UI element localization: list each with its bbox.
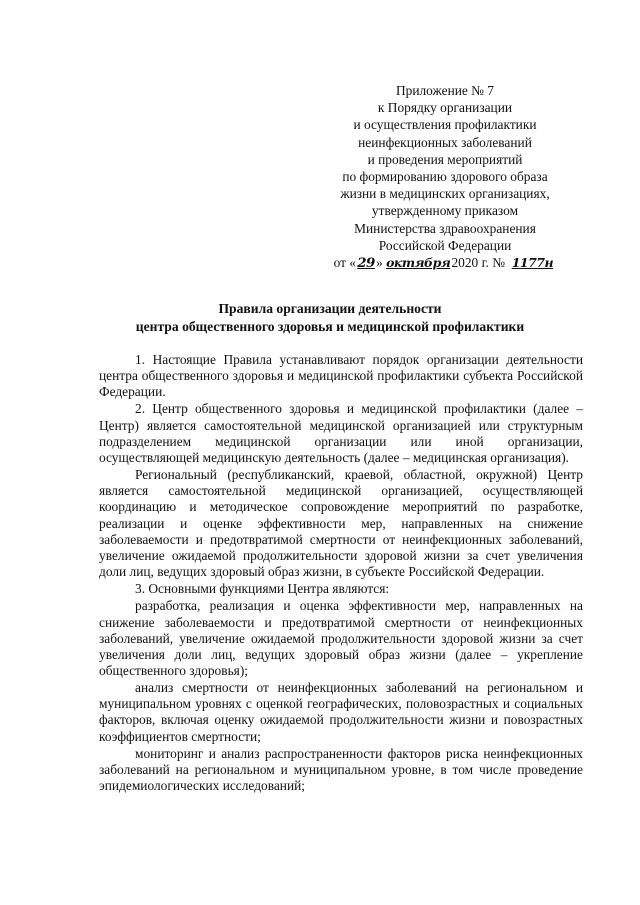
paragraph: Региональный (республиканский, краевой, областной, окружной) Центр является самостоятельной медицинской организацией, осуществляющей координацию и методическое сопровождение мероприятий по разработке, реализации и оценке эффективности мер, направленных на снижение заболеваемости и предотвратимой смертности от неинфекционных заболеваний, увеличение ожидаемой продолжительности здоровой жизни за счет увеличения доли лиц, ведущих здоровый образ жизни, в субъекте Российской Федерации. bbox=[99, 467, 583, 580]
order-date-line bbox=[300, 254, 590, 272]
paragraph: разработка, реализация и оценка эффективности мер, направленных на снижение заболеваемости и предотвратимой смертности от неинфекционных заболеваний, увеличение ожидаемой продолжительности здоровой жизни за счет увеличения доли лиц, ведущих здоровый образ жизни (далее – укрепление общественного здоровья); bbox=[99, 598, 583, 678]
paragraph: анализ смертности от неинфекционных заболеваний на региональном и муниципальном уровнях с оценкой географических, половозрастных и социальных факторов, включая оценку ожидаемой продолжительности жизни и повозрастных коэффициентов смертности; bbox=[99, 680, 583, 744]
paragraph: 1. Настоящие Правила устанавливают порядок организации деятельности центра общественного здоровья и медицинской профилактики субъекта Российской Федерации. bbox=[99, 352, 583, 400]
appendix-line: утвержденному приказом bbox=[371, 203, 519, 219]
date-prefix: от « bbox=[333, 255, 357, 271]
title-line-2: центра общественного здоровья и медицинской профилактики bbox=[135, 318, 525, 334]
document-title bbox=[60, 300, 600, 335]
appendix-line: Приложение № 7 bbox=[395, 83, 495, 98]
appendix-line: неинфекционных заболеваний bbox=[358, 134, 532, 150]
paragraph: 2. Центр общественного здоровья и медицинской профилактики (далее – Центр) является самостоятельной медицинской организацией или структурным подразделением медицинской организации или иной организации, осуществляющей медицинскую деятельность (далее – медицинская организация). bbox=[99, 401, 583, 465]
handwritten-day: 29 bbox=[357, 255, 375, 272]
appendix-line: жизни в медицинских организациях, bbox=[340, 186, 550, 202]
paragraph: мониторинг и анализ распространенности факторов риска неинфекционных заболеваний на региональном и муниципальном уровне, в том числе проведение эпидемиологических исследований; bbox=[99, 745, 583, 794]
date-mid: » bbox=[376, 255, 383, 271]
handwritten-month: октября bbox=[386, 255, 451, 271]
appendix-line: и проведения мероприятий bbox=[367, 151, 523, 167]
paragraph: 3. Основными функциями Центра являются: bbox=[135, 581, 390, 597]
appendix-line: Российской Федерации bbox=[378, 237, 512, 253]
appendix-line: к Порядку организации bbox=[377, 100, 513, 116]
appendix-line: Министерства здравоохранения bbox=[354, 220, 536, 236]
title-line-1: Правила организации деятельности bbox=[218, 301, 442, 316]
document-body bbox=[99, 352, 583, 794]
handwritten-order-number: 1177н bbox=[511, 255, 554, 271]
appendix-line: и осуществления профилактики bbox=[353, 117, 537, 133]
date-year: 2020 г. № bbox=[451, 255, 506, 271]
appendix-line: по формированию здорового образа bbox=[342, 169, 548, 185]
appendix-header bbox=[300, 82, 590, 272]
